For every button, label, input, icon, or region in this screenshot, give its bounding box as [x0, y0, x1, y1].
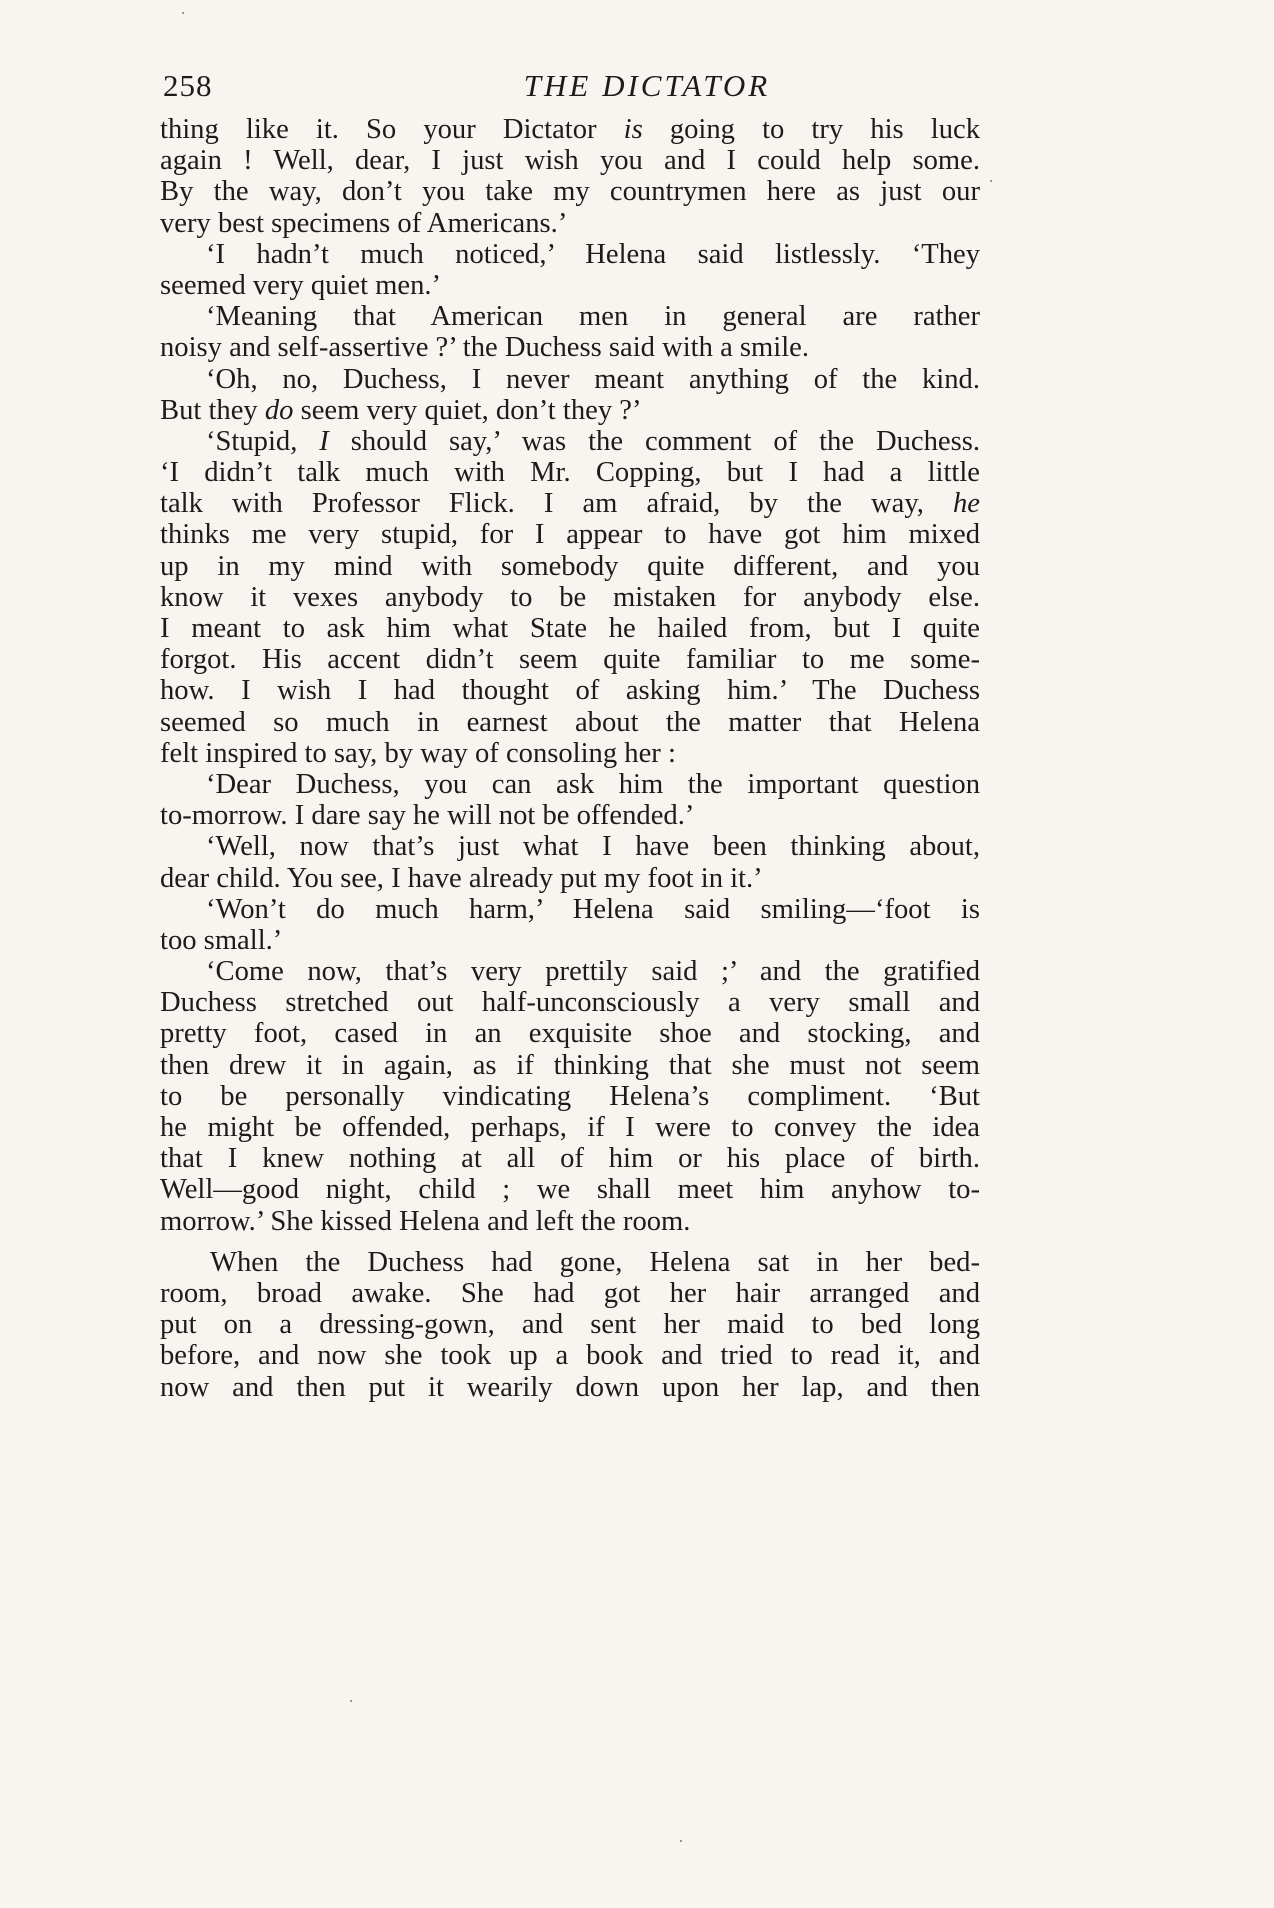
text-line: dear child. You see, I have already put my foot in it.’ [160, 862, 763, 894]
text-line: ‘Well, now that’s just what I have been thinking about, [206, 831, 980, 863]
text-line: pretty foot, cased in an exquisite shoe and stocking, and [160, 1018, 980, 1050]
paper-speck [182, 12, 184, 14]
text-line: But they do seem very quiet, don’t they ?’ [160, 394, 642, 426]
text-line: know it vexes anybody to be mistaken for anybody else. [160, 581, 980, 613]
text-line: again ! Well, dear, I just wish you and I could help some. [160, 145, 980, 177]
text-line: thing like it. So your Dictator is going to try his luck [160, 114, 980, 145]
text-line: ‘Come now, that’s very prettily said ;’ and the gratified [206, 956, 980, 988]
text-line: By the way, don’t you take my countrymen here as just our [160, 176, 980, 208]
body-text [160, 114, 980, 1403]
text-line: ‘Meaning that American men in general are rather [206, 301, 980, 333]
paper-speck [680, 1840, 682, 1842]
text-line: Well—good night, child ; we shall meet him anyhow to- [160, 1174, 980, 1206]
text-line: forgot. His accent didn’t seem quite familiar to me some- [160, 644, 980, 676]
text-line: put on a dressing-gown, and sent her maid to bed long [160, 1309, 980, 1341]
text-line: ‘Oh, no, Duchess, I never meant anything of the kind. [206, 363, 980, 395]
text-line: morrow.’ She kissed Helena and left the room. [160, 1205, 691, 1237]
text-line: ‘I hadn’t much noticed,’ Helena said listlessly. ‘They [206, 238, 980, 270]
text-line: ‘Stupid, I should say,’ was the comment of the Duchess. [206, 425, 980, 457]
text-line: he might be offended, perhaps, if I were to convey the idea [160, 1112, 980, 1143]
text-line: felt inspired to say, by way of consoling her : [160, 737, 676, 769]
paper-speck [350, 1700, 352, 1702]
text-line: ‘I didn’t talk much with Mr. Copping, but I had a little [160, 457, 980, 489]
text-line: seemed so much in earnest about the matter that Helena [160, 706, 980, 738]
page-number: 258 [163, 68, 213, 103]
text-line: that I knew nothing at all of him or his place of birth. [160, 1143, 980, 1175]
text-line: then drew it in again, as if thinking that she must not seem [160, 1049, 980, 1081]
paragraph-gap [160, 1237, 980, 1247]
text-line: ‘Won’t do much harm,’ Helena said smiling—‘foot is [206, 893, 980, 925]
text-line: too small.’ [160, 924, 283, 956]
text-line: talk with Professor Flick. I am afraid, by the way, he [160, 488, 980, 520]
text-line: now and then put it wearily down upon her lap, and then [160, 1371, 980, 1403]
paper-speck [990, 180, 992, 182]
text-line: to be personally vindicating Helena’s compliment. ‘But [160, 1080, 980, 1112]
running-title: THE DICTATOR [523, 68, 771, 103]
text-line: Duchess stretched out half-unconsciously a very small and [160, 987, 980, 1019]
text-line: ‘Dear Duchess, you can ask him the important question [206, 768, 980, 800]
text-line: When the Duchess had gone, Helena sat in her bed- [210, 1246, 980, 1278]
text-line: up in my mind with somebody quite different, and you [160, 550, 980, 582]
text-line: to-morrow. I dare say he will not be offended.’ [160, 800, 695, 832]
text-line: I meant to ask him what State he hailed from, but I quite [160, 613, 980, 644]
text-line: room, broad awake. She had got her hair arranged and [160, 1277, 980, 1309]
text-line: seemed very quiet men.’ [160, 269, 442, 301]
text-line: how. I wish I had thought of asking him.’ The Duchess [160, 675, 980, 707]
text-line: very best specimens of Americans.’ [160, 207, 568, 239]
text-line: noisy and self-assertive ?’ the Duchess said with a smile. [160, 332, 810, 364]
text-line: before, and now she took up a book and tried to read it, and [160, 1340, 980, 1372]
text-line: thinks me very stupid, for I appear to have got him mixed [160, 519, 980, 551]
